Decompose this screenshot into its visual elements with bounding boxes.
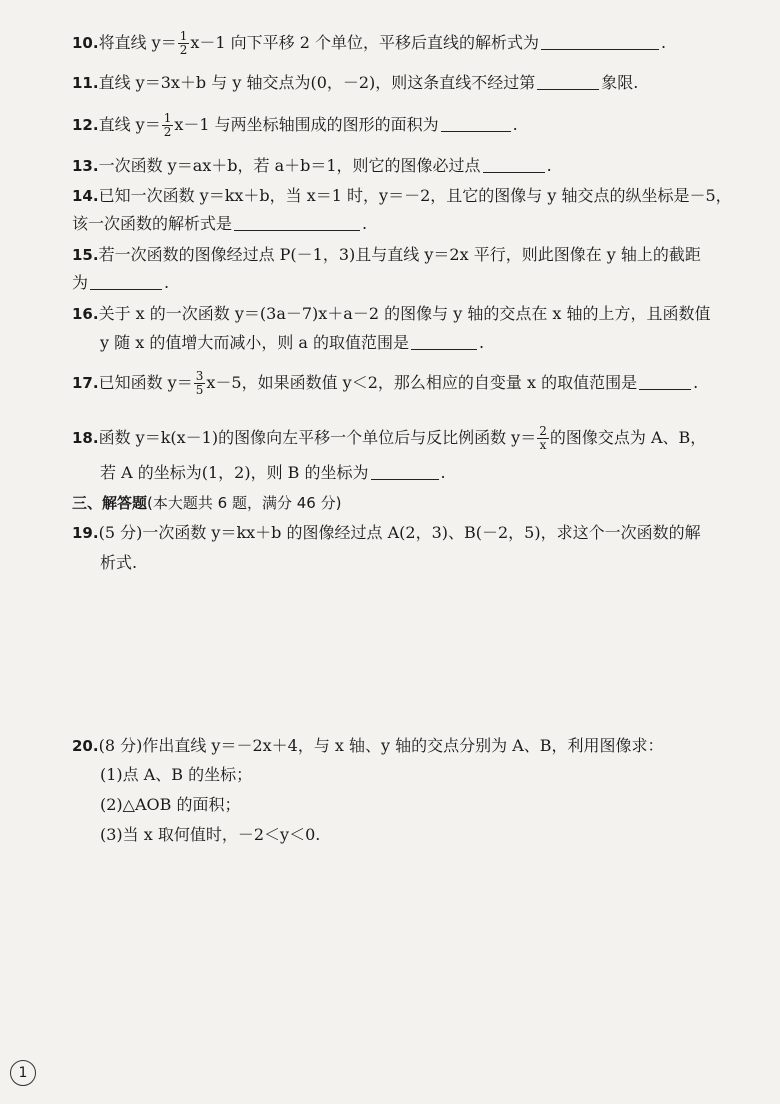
question-14: 14.已知一次函数 y＝kx＋b，当 x＝1 时，y＝－2，且它的图像与 y 轴交点的纵坐标是－5， [72, 186, 732, 205]
question-20-sub3: (3)当 x 取何值时，－2＜y＜0. [100, 825, 321, 844]
question-20-sub1: (1)点 A、B 的坐标； [100, 765, 253, 784]
fraction: $\frac{1}{2}$ [179, 29, 188, 57]
answer-blank[interactable] [441, 115, 511, 132]
fraction: $\frac{3}{5}$ [195, 369, 204, 397]
answer-area-19[interactable] [72, 580, 732, 730]
question-20: 20.(8 分)作出直线 y＝－2x＋4，与 x 轴、y 轴的交点分别为 A、B，利用图像求： [72, 736, 664, 755]
page-number: 1 [10, 1060, 36, 1086]
answer-blank[interactable] [90, 273, 162, 290]
section-header: 三、解答题(本大题共 6 题，满分 46 分) [72, 494, 342, 512]
question-15-line2: 为 . [72, 273, 170, 292]
question-number: 20. [72, 737, 99, 755]
question-18-line2: 若 A 的坐标为(1，2)，则 B 的坐标为 . [100, 463, 446, 482]
question-number: 15. [72, 246, 99, 264]
question-number: 12. [72, 116, 99, 134]
question-number: 11. [72, 74, 99, 92]
question-12: 12.直线 y＝ $\frac{1}{2}$ x－1 与两坐标轴围成的图形的面积为 . [72, 111, 518, 139]
question-number: 19. [72, 524, 99, 542]
question-number: 17. [72, 374, 99, 392]
answer-blank[interactable] [411, 333, 477, 350]
question-number: 14. [72, 187, 99, 205]
question-11: 11.直线 y＝3x＋b 与 y 轴交点为(0，－2)，则这条直线不经过第 象限. [72, 73, 639, 92]
question-17: 17.已知函数 y＝ $\frac{3}{5}$ x－5，如果函数值 y＜2，那么相应的自变量 x 的取值范围是 . [72, 369, 699, 397]
answer-blank[interactable] [371, 463, 439, 480]
question-10: 10.将直线 y＝ $\frac{1}{2}$ x－1 向下平移 2 个单位，平移后直线的解析式为 . [72, 29, 667, 57]
answer-blank[interactable] [541, 33, 659, 50]
question-number: 10. [72, 34, 99, 52]
question-20-sub2: (2)△AOB 的面积； [100, 795, 241, 814]
answer-blank[interactable] [639, 373, 691, 390]
question-16: 16.关于 x 的一次函数 y＝(3a－7)x＋a－2 的图像与 y 轴的交点在 x 轴的上方，且函数值 [72, 304, 711, 323]
answer-blank[interactable] [234, 214, 360, 231]
question-14-line2: 该一次函数的解析式是 . [72, 214, 368, 233]
question-number: 13. [72, 157, 99, 175]
question-18: 18.函数 y＝k(x－1)的图像向左平移一个单位后与反比例函数 y＝ $\frac{2}{x}$ 的图像交点为 A、B， [72, 424, 707, 452]
question-15: 15.若一次函数的图像经过点 P(－1，3)且与直线 y＝2x 平行，则此图像在 y 轴上的截距 [72, 245, 701, 264]
answer-blank[interactable] [483, 156, 545, 173]
question-19: 19.(5 分)一次函数 y＝kx＋b 的图像经过点 A(2，3)、B(－2，5)，求这个一次函数的解 [72, 523, 701, 542]
question-13: 13.一次函数 y＝ax＋b，若 a＋b＝1，则它的图像必过点 . [72, 156, 552, 175]
answer-area-20[interactable] [72, 855, 732, 1055]
answer-blank[interactable] [537, 73, 599, 90]
question-19-line2: 析式. [100, 553, 138, 572]
question-number: 16. [72, 305, 99, 323]
question-16-line2: y 随 x 的值增大而减小，则 a 的取值范围是 . [100, 333, 485, 352]
fraction: $\frac{2}{x}$ [539, 424, 547, 452]
question-number: 18. [72, 429, 99, 447]
fraction: $\frac{1}{2}$ [163, 111, 172, 139]
